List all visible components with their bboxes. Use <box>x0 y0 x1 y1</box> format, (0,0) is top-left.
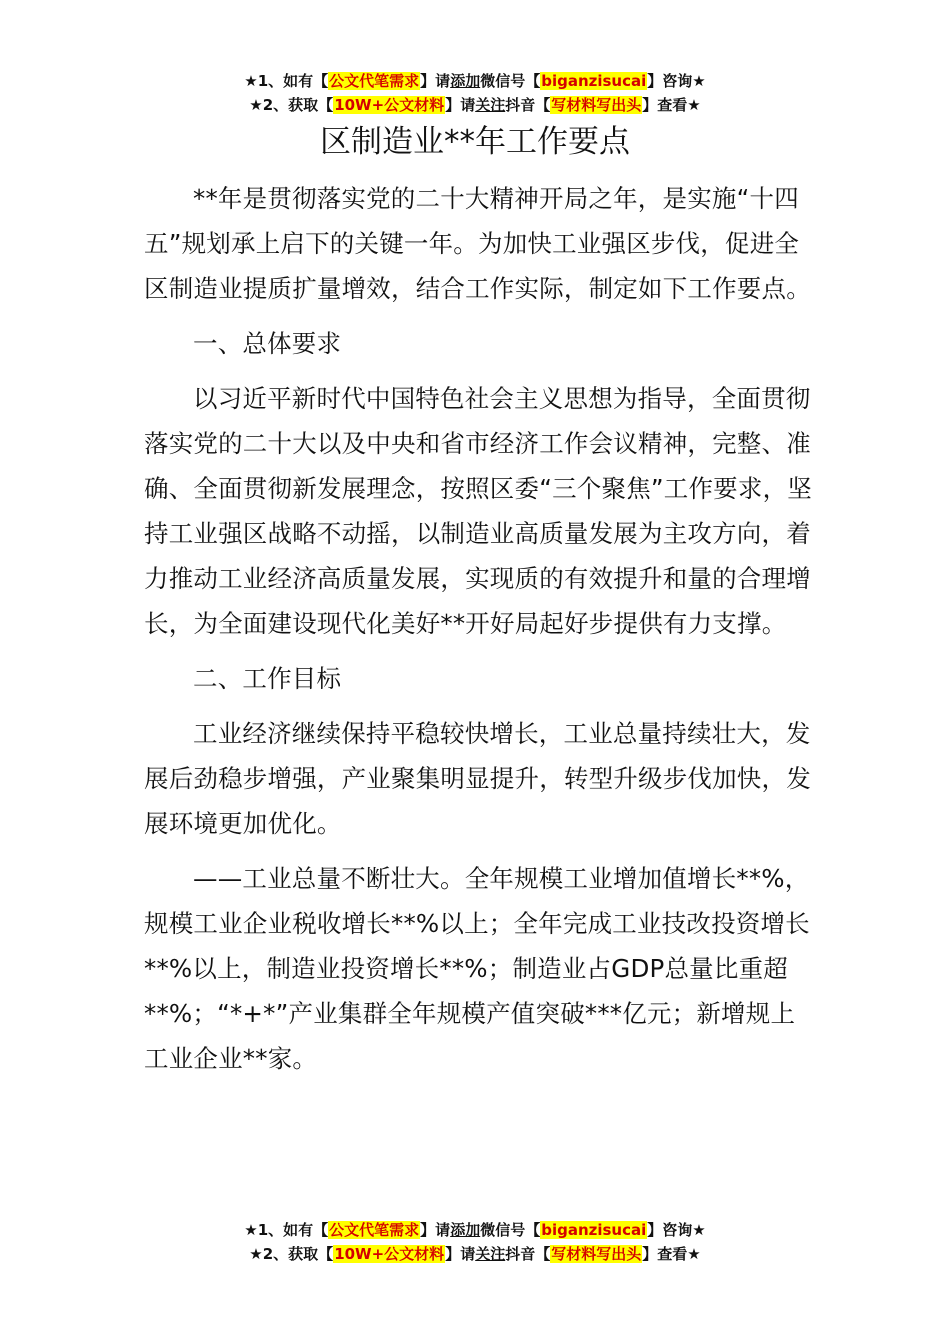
header-banner <box>0 69 950 117</box>
footer-line-2: ★2、获取【10W+公文材料】请关注抖音【写材料写出头】查看★ <box>249 1245 701 1263</box>
footer-highlight-douyin: 写材料写出头 <box>551 1245 642 1263</box>
section-paragraph-work-goals: 工业经济继续保持平稳较快增长，工业总量持续壮大，发展后劲稳步增强，产业聚集明显提升，转型升级步伐加快，发展环境更加优化。 <box>144 719 811 838</box>
section-heading-overall-requirements: 一、总体要求 <box>193 329 342 358</box>
footer-highlight-wechat-id: biganzisucai <box>541 1221 647 1239</box>
footer-line-1: ★1、如有【公文代笔需求】请添加微信号【biganzisucai】咨询★ <box>244 1221 706 1239</box>
footer-highlight-materials: 10W+公文材料 <box>334 1245 445 1263</box>
banner-highlight-service: 公文代笔需求 <box>329 72 420 90</box>
banner-line-2: ★2、获取【10W+公文材料】请关注抖音【写材料写出头】查看★ <box>249 96 701 114</box>
banner-line-1: ★1、如有【公文代笔需求】请添加微信号【biganzisucai】咨询★ <box>244 72 706 90</box>
banner-highlight-douyin: 写材料写出头 <box>551 96 642 114</box>
section-paragraph-overall-requirements: 以习近平新时代中国特色社会主义思想为指导，全面贯彻落实党的二十大以及中央和省市经济工作会议精神，完整、准确、全面贯彻新发展理念，按照区委“三个聚焦”工作要求，坚持工业强区战略不动摇，以制造业高质量发展为主攻方向，着力推动工业经济高质量发展，实现质的有效提升和量的合理增长，为全面建设现代化美好**开好局起好步提供有力支撑。 <box>144 384 812 638</box>
footer-highlight-service: 公文代笔需求 <box>329 1221 420 1239</box>
intro-paragraph: **年是贯彻落实党的二十大精神开局之年，是实施“十四五”规划承上启下的关键一年。为加快工业强区步伐，促进全区制造业提质扩量增效，结合工作实际，制定如下工作要点。 <box>144 184 811 303</box>
section-heading-work-goals: 二、工作目标 <box>193 664 342 693</box>
footer-banner <box>0 1218 950 1266</box>
document-body <box>144 176 812 1081</box>
goal-item-industrial-scale: ——工业总量不断壮大。全年规模工业增加值增长**%，规模工业企业税收增长**%以上；全年完成工业技改投资增长**%以上，制造业投资增长**%；制造业占GDP总量比重超**%；“*+*”产业集群全年规模产值突破***亿元；新增规上工业企业**家。 <box>144 864 810 1073</box>
banner-highlight-wechat-id: biganzisucai <box>541 72 647 90</box>
document-title: 区制造业**年工作要点 <box>320 124 630 160</box>
banner-highlight-materials: 10W+公文材料 <box>334 96 445 114</box>
